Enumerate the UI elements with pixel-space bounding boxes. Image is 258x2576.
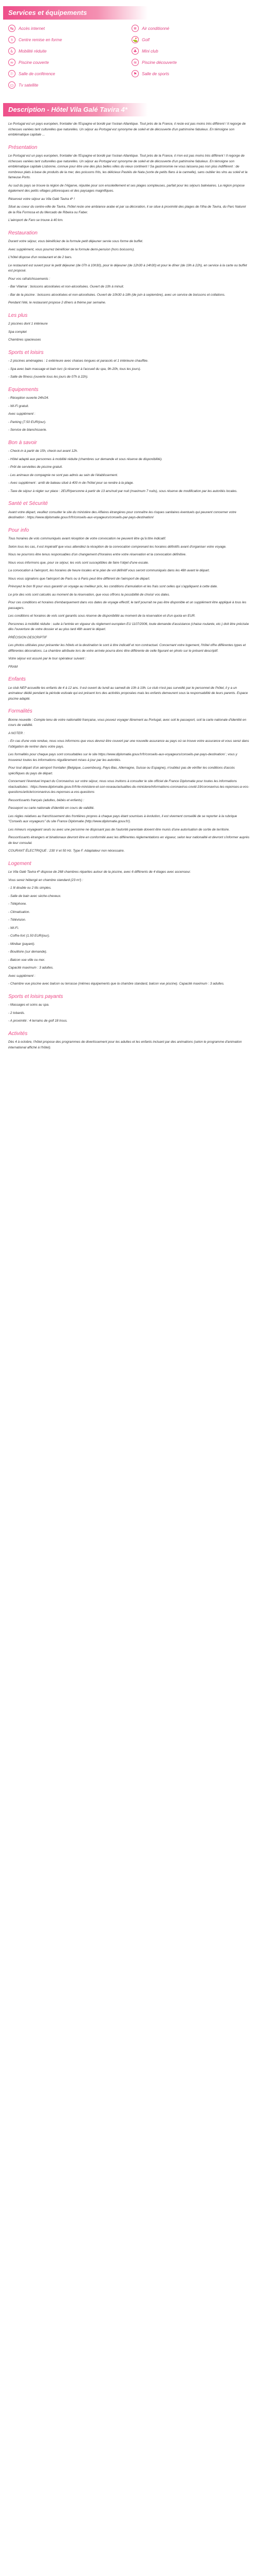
description-content [3,116,255,1050]
service-item [132,24,250,33]
section-paragraph: Réservez votre séjour au Vila Galé Tavira 4* ! [8,197,75,201]
section-paragraph: - Massages et soins au spa. [8,1003,50,1007]
section-heading: Les plus [8,312,28,318]
service-icon: ↹ [8,25,15,32]
section-paragraph: Spa complet [8,330,27,334]
section-paragraph: Concernant l'éventuel impact du Coronavirus sur votre séjour, nous vous invitons à consulter le site officiel de France Diplomatie pour toutes les informations réactualisées : https://www.diplomatie.gouv.fr/fr/le-ministere-et-son-reseau/actualites-du-ministere/informations-coronavirus-covid-19/coronavirus-les-reponses-a-vos-questions/article/coronavirus-les-reponses-a-vos-questions [8,779,249,794]
section-paragraph: Nous ne pourrons être tenus responsables d'un changement d'horaires entre votre réservation et la convocation définitive. [8,553,187,556]
description-banner: Description - Hôtel Vila Galé Tavira 4* [3,103,148,116]
section-heading: Sports et loisirs payants [8,993,63,999]
section-paragraph: Pendant l'été, le restaurant propose 2 dîners à thème par semaine. [8,301,106,304]
section-heading: Bon à savoir [8,439,37,446]
section-paragraph: Pour vos rafraîchissements : [8,277,50,281]
section-paragraph: - 2 piscines aménagées : 1 extérieure avec chaises longues et parasols et 1 intérieure chauffée. [8,359,149,363]
services-grid [3,20,255,90]
section-paragraph: - Check-in à partir de 15h, check-out avant 12h. [8,449,78,453]
section-paragraph: - Parking (7.50 EUR/jour). [8,420,46,424]
service-label: Piscine découverte [142,60,177,65]
service-item [132,58,250,67]
service-icon: ♿ [8,47,15,55]
section-paragraph: - Prêt de serviettes de piscine gratuit. [8,465,63,469]
section-heading: Formalités [8,708,33,714]
section-paragraph: - 1 lit double ou 2 lits simples. [8,886,52,890]
section-paragraph: Chambres spacieuses [8,338,41,342]
section-paragraph: - En cas d'une voie rendue, nous vous informons que vous devrez être couvert par une nouvelle assurance au pays où se trouve votre assurance et vous serez dans l'obligation de rentrer dans votre pays. [8,739,249,749]
section-paragraph: Nous vous informons que, pour ce séjour, les vols sont susceptibles de faire l'objet d'une escale. [8,561,149,565]
section-paragraph: - Les animaux de compagnie ne sont pas admis au sein de l'établissement. [8,473,118,477]
service-icon: ⚐ [8,70,15,77]
section-paragraph: Personnes à mobilité réduite : suite à l'entrée en vigueur du règlement européen EU 1107/2006, toute demande d'assistance (chaise roulante, etc.) doit être précisée dès l'ouverture de votre dossier et au plus tard 48h avant le départ. [8,622,249,631]
service-item [8,58,126,67]
section-paragraph: 2 piscines dont 1 intérieure [8,322,48,326]
service-icon: ⚑ [132,70,139,77]
section-paragraph: La convocation à l'aéroport, les horaires de heure locales et le plan de vol définitif vous seront communiqués dans les 48h avant le départ. [8,569,210,572]
section-paragraph: Vous serez hébergé en chambre standard (23 m²) : [8,878,84,882]
section-paragraph: - Climatisation. [8,910,30,914]
service-item [8,24,126,33]
section-paragraph: Au sud du pays se trouve la région de l'Algarve, réputée pour son ensoleillement et ses plages sompteuses, parfait pour les séjours balnéaires. La région propose également des petits villages pittoresques et des paysages magnifiques. [8,183,245,193]
section-paragraph: Le Portugal est un pays européen, frontalier de l'Espagne et bordé par l'océan Atlantique. Tout près de la France, il reste est pas moins très différent ! Il regorge de richesses variées tant culturelles que naturelles. Un séjour au Portugal est synonyme de soleil et de découverte d'un patrimoine fabuleux. En témoigne son emblématique capitale ... [8,122,246,137]
section-paragraph: Selon tous les cas, il est impératif que vous attendiez la réception de la convocation comprenant les horaires définitifs avant d'organiser votre voyage. [8,545,227,549]
section-paragraph: Nous vous signalons que l'aéroport de Paris ou à Paris peut être différent de l'aéroport de départ. [8,577,150,581]
service-label: Accès internet [19,26,45,31]
section-paragraph: Durant votre séjour, vous bénéficiez de la formule petit déjeuner servie sous forme de buffet. [8,240,143,243]
section-paragraph: - Hôtel adapté aux personnes à mobilité réduite (chambres sur demande et sous réserve de disponibilité). [8,457,163,461]
section-paragraph: Avec supplément : [8,412,36,416]
section-paragraph: Bonne nouvelle : Compte tenu de votre nationalité française, vous pouvez voyager librement au Portugal, avec soit le passeport, soit la carte nationale d'identité en cours de validité. [8,718,247,727]
section-paragraph: - Wi-Fi. [8,926,19,930]
section-paragraph: - Chambre vue piscine avec balcon ou terrasse (mêmes équipements que la chambre standard, balcon vue piscine). Capacité maximum : 3 adultes. [8,982,224,986]
section-paragraph: - Télévision. [8,918,26,922]
section-paragraph: Prévoyez le bon fil pour vous garantir un voyage au meilleur prix, les conditions d'annulation et les frais sont celles qui s'appliquent à cette date. [8,585,218,588]
section-heading: Pour info [8,527,29,533]
section-paragraph: Ressortissants étrangers et binationaux devront être en conformité avec les différentes règlementations en vigueur, selon leur nationalité et devront s'informer auprès de leur consulat. [8,836,250,845]
section-paragraph: Les mineurs voyageant seuls ou avec une personne ne disposant pas de l'autorité parentale doivent être munis d'une autorisation de sortie de territoire. [8,827,230,832]
section-paragraph: Avant votre départ, veuillez consulter le site du ministère des Affaires étrangères pour connaître les risques sanitaires éventuels qui peuvent concerner votre destination : https://www.diplomatie.gouv.fr/fr/conseils-aux-voyageurs/conseils-par-pays-destination/ [8,510,236,519]
service-icon: ♣ [132,47,139,55]
section-paragraph: Pour tout départ d'un aéroport frontalier (Belgique, Luxembourg, Pays-Bas, Allemagne, Suisse ou Espagne), n'oubliez pas de vérifier les conditions d'accès spécifiques du pays de départ. [8,766,235,775]
section-heading: Equipements [8,386,39,393]
service-label: Mini club [142,48,158,54]
service-icon: ⚕ [8,36,15,43]
section-heading: Enfants [8,676,26,682]
section-heading: Activités [8,1030,28,1037]
service-label: Air conditionné [142,26,169,31]
section-paragraph: - 2 tobards. [8,1011,25,1015]
section-paragraph: - Téléphone. [8,902,27,906]
section-paragraph: - Bar Vilamar : boissons alcoolisées et non-alcoolisées. Ouvert de 10h à minuit. [8,285,124,289]
section-paragraph: Les règles relatives au franchissement des frontières propres à chaque pays étant soumises à évolution, il est vivement conseillé de se reporter à la rubrique "Conseils aux voyageurs" du site France Diplomatie (http://www.diplomatie.gouv.fr/). [8,814,237,823]
section-paragraph: - Bar de la piscine : boissons alcoolisées et non-alcoolisées. Ouvert de 10h30 à 18h (de juin à septembre), avec un service de boissons et collations. [8,293,225,297]
section-paragraph: - Salle de bain avec sèche-cheveux. [8,894,61,898]
service-item [8,35,126,44]
service-item [8,46,126,56]
section-paragraph: Votre séjour est assuré par le tour opérateur suivant : [8,657,86,660]
section-paragraph: Passeport ou carte nationale d'identité en cours de validité. [8,806,95,810]
section-paragraph: COURANT ÉLECTRIQUE : 230 V et 50 Hz. Type F. Adaptateur non nécessaire. [8,849,125,853]
section-paragraph: Les formalités pour chaque pays sont consultables sur le site https://www.diplomatie.gouv.fr/fr/conseils-aux-voyageurs/conseils-par-pays-destination/ ; vous y trouverez toutes les informations régulièrement mises à jour par les autorités. [8,753,237,762]
service-label: Piscine couverte [19,60,49,65]
section-paragraph: - Avec supplément : arrêt de bateau situé à 400 m de l'hôtel pour se rendre à la plage. [8,481,134,485]
section-paragraph: Tous horaires de vols communiqués avant réception de votre convocation ne peuvent être qu'à titre indicatif. [8,537,166,540]
service-icon: ≈ [8,59,15,66]
service-item [132,35,250,44]
services-banner: Services et équipements [3,6,148,20]
service-label: Golf [142,37,150,42]
section-paragraph: - Coffre-fort (1.50 EUR/jour). [8,934,50,938]
section-paragraph: Le restaurant est ouvert pour le petit déjeuner (de 07h à 10h30), pour le déjeuner (de 12h30 à 14h30) et pour le dîner (de 19h à 22h), en service à la carte ou buffet est proposé. [8,263,247,273]
service-icon: ❄ [132,25,139,32]
service-label: Salle de sports [142,71,169,76]
section-paragraph: Ressortissants français (adultes, bébés et enfants) : [8,798,85,802]
section-paragraph: A NOTER : [8,731,25,735]
section-paragraph: Les photos utilisées pour présenter les hôtels et la destination le sont à titre indicatif et non contractuel. Concernant votre logement, l'hôtel offre différentes types et différentes décorations. La chambre attribuée lors de votre arrivée pourra donc être différente de celle figurant en photo sur le présent descriptif. [8,643,246,653]
section-paragraph: - Wi-Fi gratuit. [8,404,29,408]
service-item [132,69,250,78]
section-paragraph: Dès 4 à octobre, l'hôtel propose des programmes de divertissement pour les adultes et les enfants incluant par des animations (selon le programme d'animation international affiché à l'hôtel). [8,1040,242,1049]
section-heading: Logement [8,860,31,867]
section-paragraph: FRAM [8,665,18,669]
section-heading: Santé et Sécurité [8,501,48,506]
service-item [8,69,126,78]
section-paragraph: Capacité maximum : 3 adultes. [8,966,54,970]
section-paragraph: Le Portugal est un pays européen, frontalier de l'Espagne et bordé par l'océan Atlantique. Tout près de la France, il n'en est pas moins très différent ! Il regorge de richesses variées tant culturelles que naturelles. Un séjour au Portugal est synonyme de soleil et de découverte d'un patrimoine fabuleux. En témoigne son emblématique capitale Lisbonne, connue pour être une des plus belles villes du vieux continent ! Sa gastronomie ne vous laissera pas non plus indifférent : de nombreux plats à base de produits de la mer, des poissons frits, les délicieux Pastéis de Nata (sorte de petits flans à la cannelle), sans oublier les vins au soleil et la fameuse Porto. [8,154,248,179]
section-paragraph: Le prix des vols sont calculés au moment de la réservation, que vous offrons la possibilité de choisir vos dates. [8,592,170,597]
section-paragraph: Le club NEP accueille les enfants de 4 à 12 ans. Il est ouvert du lundi au samedi de 10h à 19h. Le club n'est pas surveillé par le personnel de l'hôtel, il y a un animateur dédié pendant la période estivale qui est présent lors des activités proposées mais les enfants demeurent sous la responsabilité de leurs parents. Espace piscine adapté. [8,686,248,701]
section-paragraph: Situé au coeur du centre-ville de Tavira, l'hôtel reste une ambiance arabe et par sa décoration, il se situe à proximité des plages de l'Ilha de Tavira, du Parc Naturel de la Ria Formosa et du Mercado de Ribeira ou Faber. [8,205,246,214]
section-paragraph: Les conditions et horaires de vols sont garantis sous réserve de disponibilité au moment de la réservation et d'un quota en EUR. [8,614,196,618]
service-label: Mobilité réduite [19,48,47,54]
page [0,6,258,1050]
service-icon: ▭ [8,81,15,89]
section-paragraph: - Bouilloire (sur demande). [8,950,47,954]
section-paragraph: L'aéroport de Faro se trouve à 40 km. [8,218,63,222]
service-label: Centre remise en forme [19,37,62,42]
section-paragraph: - Réception ouverte 24h/24. [8,396,49,400]
service-item [8,80,126,90]
section-paragraph: Pour ces conditions et horaires d'embarquement dans vos dates de voyage effectif, le tarif pourrait ne pas être disponible et un supplément être appliqué à tous les passagers. [8,601,247,610]
section-paragraph: - Spa avec bain massage et bain turc (à réserver à l'accueil du spa, 9h-20h, tous les jours). [8,367,141,371]
section-heading: Restauration [8,230,38,236]
section-paragraph: PRÉCISION DESCRIPTIF [8,635,47,639]
section-heading: Présentation [8,144,38,150]
service-label: Salle de conférence [19,71,55,76]
section-paragraph: Avec supplément : [8,974,36,978]
section-paragraph: L'hôtel dispose d'un restaurant et de 2 bars. [8,256,72,259]
service-label: Tv satellite [19,82,39,88]
section-paragraph: - Taxe de séjour à régler sur place : 2EUR/personne à partir de 13 ans/nuit par nuit (maximum 7 nuits), sous réserve de modification par les autorités locales. [8,489,238,493]
section-heading: Sports et loisirs [8,349,44,355]
section-paragraph: - Minibar (payant). [8,942,35,946]
section-paragraph: - Salle de fitness (ouverte tous les jours de 07h à 22h). [8,375,88,379]
service-item [132,46,250,56]
section-paragraph: Avec supplément, vous pourrez bénéficier de la formule demi-pension (hors boissons). [8,247,135,251]
section-paragraph: - Balcon vue ville ou mer. [8,958,45,962]
service-icon: ⛳ [132,36,139,43]
service-icon: ≋ [132,59,139,66]
section-paragraph: - A proximité : 4 terrains de golf 18 trous. [8,1019,68,1023]
section-paragraph: - Service de blanchisserie. [8,428,47,432]
section-paragraph: Le Vila Galé Tavira 4* dispose de 268 chambres réparties autour de la piscine, avec 6 différents de 4 étages avec ascenseur. [8,870,191,874]
